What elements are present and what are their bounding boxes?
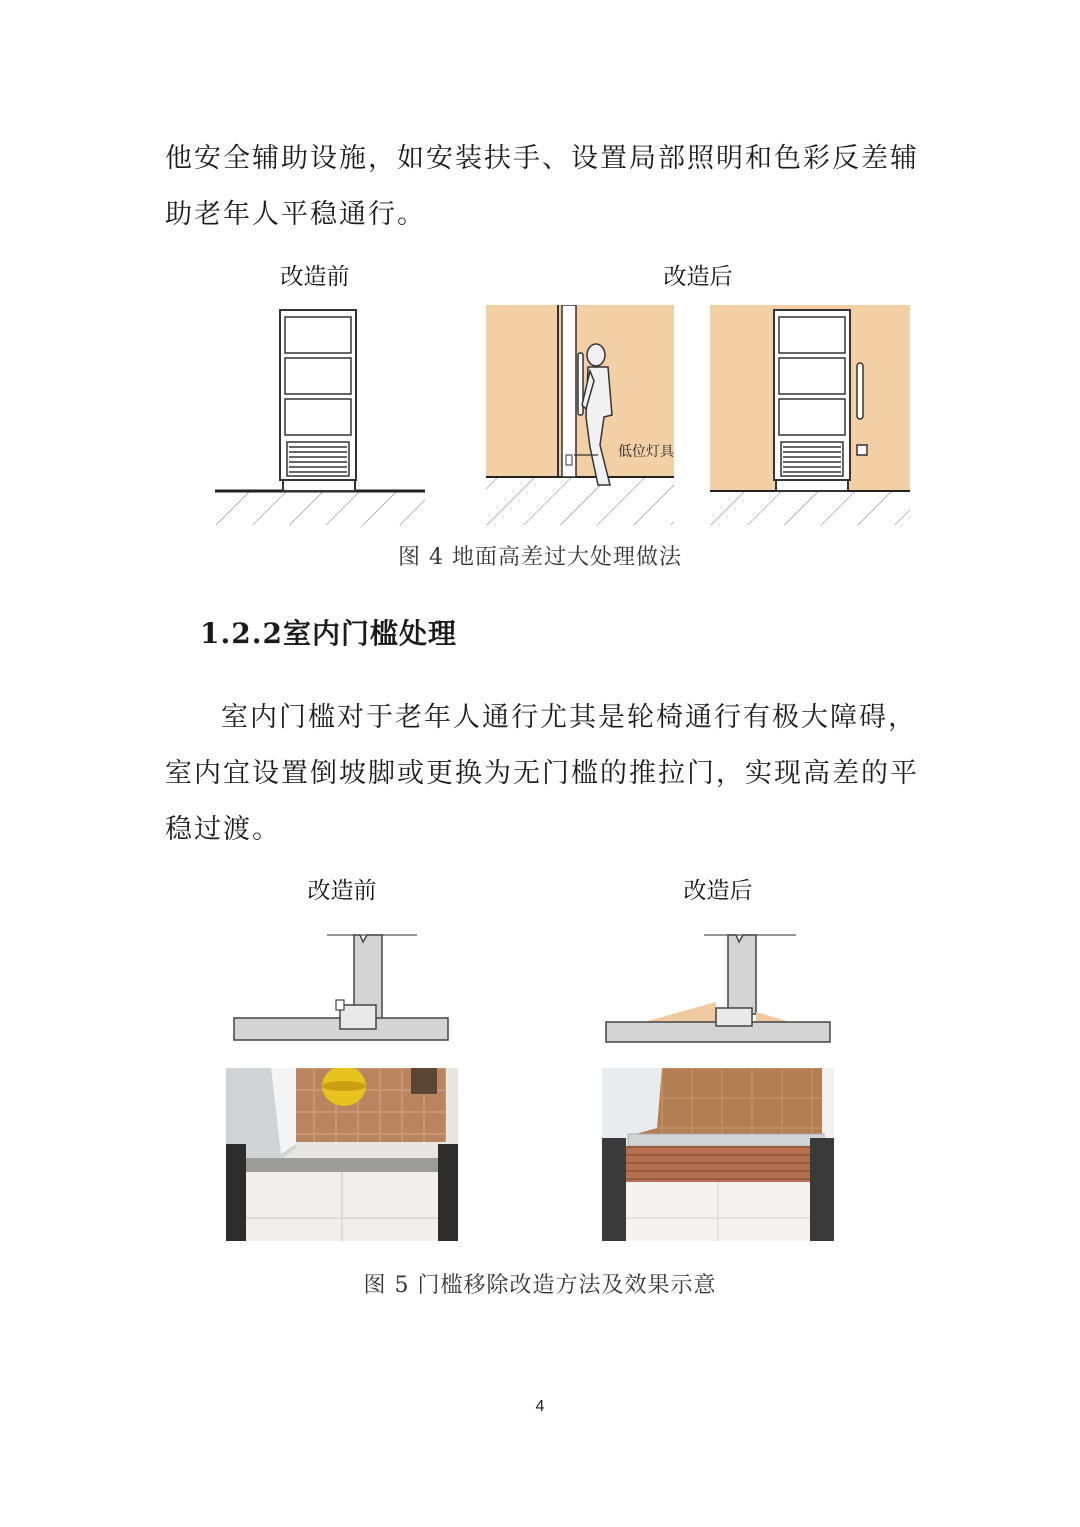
fig5-photo-before <box>226 1068 458 1241</box>
fig4-handrail-light-drawing <box>486 305 674 525</box>
paragraph-line-1: 他安全辅助设施，如安装扶手、设置局部照明和色彩反差辅 <box>165 143 919 174</box>
low-light-callout: 低位灯具 <box>618 444 674 460</box>
fig4-label-before: 改造前 <box>280 264 350 290</box>
page-number: 4 <box>535 1398 545 1415</box>
fig5-label-before: 改造前 <box>307 878 377 904</box>
fig4-label-after: 改造后 <box>663 264 733 290</box>
fig4-door-before-drawing <box>215 305 425 525</box>
fig5-threshold-after-section <box>604 928 834 1046</box>
fig4-door-after-drawing <box>710 305 910 525</box>
fig5-threshold-before-section <box>232 928 452 1046</box>
fig5-photo-after <box>602 1068 834 1241</box>
threshold-paragraph: 室内门槛对于老年人通行尤其是轮椅通行有极大障碍，室内宜设置倒坡脚或更换为无门槛的推拉门，实现高差的平稳过渡。 <box>165 702 919 845</box>
fig5-caption: 图 5 门槛移除改造方法及效果示意 <box>363 1273 717 1298</box>
fig4-caption: 图 4 地面高差过大处理做法 <box>398 545 682 570</box>
paragraph-line-2: 助老年人平稳通行。 <box>165 199 426 230</box>
fig5-label-after: 改造后 <box>683 878 753 904</box>
section-heading: 1.2.2室内门槛处理 <box>200 617 457 650</box>
